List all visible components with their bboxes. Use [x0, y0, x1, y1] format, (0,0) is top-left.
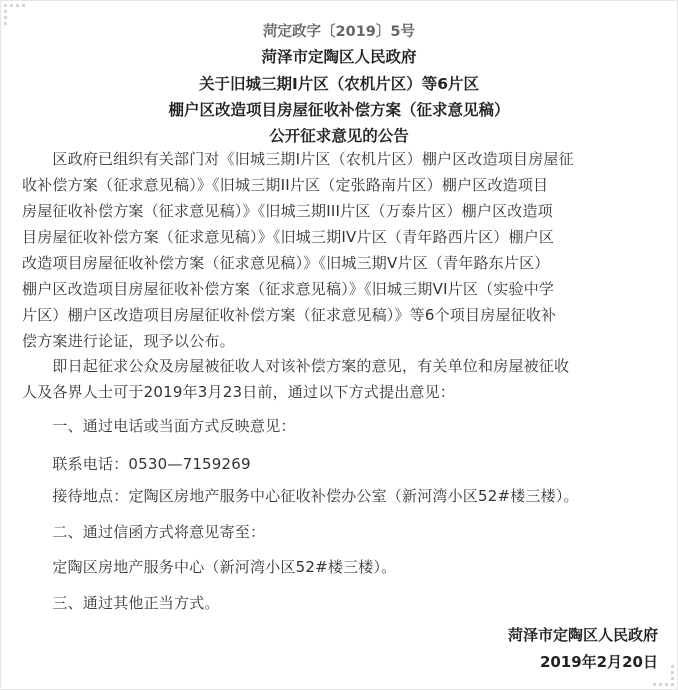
- signature-organization: 菏泽市定陶区人民政府: [507, 626, 658, 644]
- mail-address: 定陶区房地产服务中心（新河湾小区52#楼三楼）。: [22, 558, 397, 576]
- method-item-phone: 一、通过电话或当面方式反映意见：: [22, 417, 296, 435]
- intro-line: 片区）棚户区改造项目房屋征收补偿方案（征求意见稿）》等6个项目房屋征收补: [22, 306, 557, 324]
- intro-line: 目房屋征收补偿方案（征求意见稿）》《旧城三期IV片区（青年路西片区）棚户区: [22, 228, 555, 246]
- deadline-line: 人及各界人士可于2019年3月23日前，通过以下方式提出意见：: [22, 383, 456, 401]
- title-line-subject: 关于旧城三期I片区（农机片区）等6片区: [198, 75, 480, 93]
- method-item-mail: 二、通过信函方式将意见寄至：: [22, 523, 266, 541]
- intro-paragraph: [22, 146, 658, 354]
- contact-phone: 联系电话：0530—7159269: [22, 455, 251, 473]
- method-item-other: 三、通过其他正当方式。: [22, 594, 220, 612]
- intro-line: 收补偿方案（征求意见稿）》《旧城三期II片区（定张路南片区）棚户区改造项目: [22, 176, 549, 194]
- intro-line: 房屋征收补偿方案（征求意见稿）》《旧城三期III片区（万泰片区）棚户区改造项: [22, 202, 553, 220]
- document-number: 菏定政字〔2019〕5号: [263, 24, 415, 40]
- signature-date: 2019年2月20日: [539, 653, 658, 671]
- intro-line: 区政府已组织有关部门对《旧城三期I片区（农机片区）棚户区改造项目房屋征: [22, 150, 574, 168]
- intro-line: 改造项目房屋征收补偿方案（征求意见稿）》《旧城三期V片区（青年路东片区）: [22, 254, 550, 272]
- reception-address: 接待地点：定陶区房地产服务中心征收补偿办公室（新河湾小区52#楼三楼）。: [22, 487, 579, 505]
- title-line-notice: 公开征求意见的公告: [269, 127, 409, 145]
- title-line-issuer: 菏泽市定陶区人民政府: [261, 48, 417, 66]
- title-line-project: 棚户区改造项目房屋征收补偿方案（征求意见稿）: [168, 101, 510, 119]
- intro-line: 棚户区改造项目房屋征收补偿方案（征求意见稿）》《旧城三期VI片区（实验中学: [22, 280, 555, 298]
- deadline-paragraph: [22, 353, 658, 405]
- deadline-line: 即日起征求公众及房屋被征收人对该补偿方案的意见，有关单位和房屋被征收: [22, 357, 570, 375]
- intro-line: 偿方案进行论证，现予以公布。: [22, 332, 235, 350]
